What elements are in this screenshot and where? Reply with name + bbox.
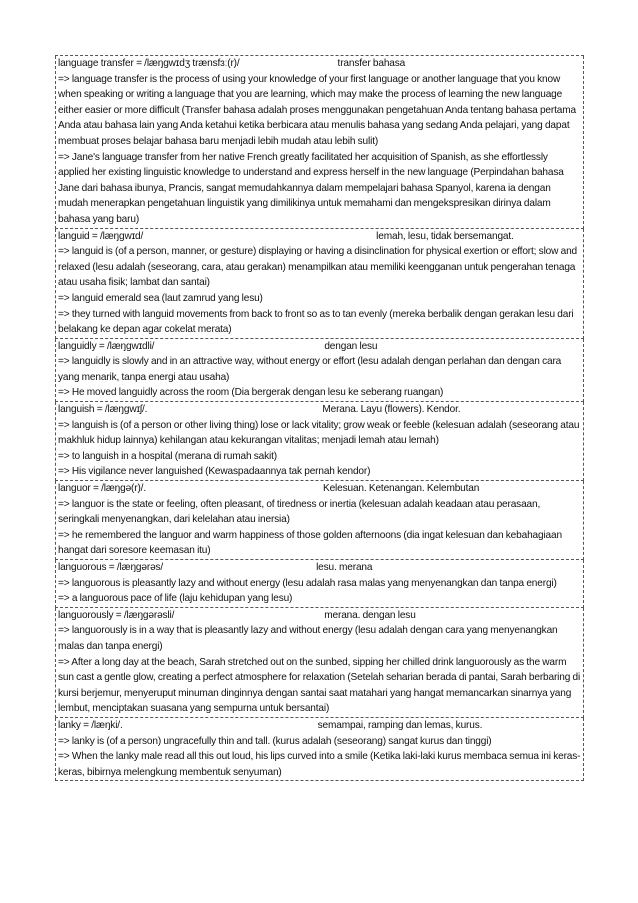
entry-example: => he remembered the languor and warm happiness of those golden afternoons (dia ingat kelesuan dan kebahagiaan hangat dari soresore keemasan itu) [58,529,562,557]
entry-heading [58,718,581,734]
entry-heading [58,560,581,576]
vocabulary-document [55,55,584,781]
entry-heading [58,481,581,497]
entry-translation: semampai, ramping dan lemas, kurus. [317,719,483,731]
entry-term: languidly = /læŋɡwɪdli/ [58,340,155,352]
entry-heading [58,608,581,624]
entry-term: languid = /læŋɡwɪd/ [58,230,144,242]
entry-translation: dengan lesu [324,340,378,352]
entry-heading [58,339,581,355]
entry-example: => languid emerald sea (laut zamrud yang lesu) [58,292,263,304]
vocabulary-entry [55,481,584,560]
entry-term: languish = /læŋɡwɪʃ/. [58,404,148,416]
vocabulary-entry [55,608,584,718]
entry-definition: => lanky is (of a person) ungracefully thin and tall. (kurus adalah (seseorang) sangat kurus dan tinggi) [58,735,492,747]
entry-example: => When the lanky male read all this out loud, his lips curved into a smile (Ketika laki-laki kurus membaca semua ini keras-keras, bibirnya melengkung membentuk senyuman) [58,751,581,778]
entry-term: languorous = /læŋɡərəs/ [58,562,164,573]
vocabulary-entry [55,402,584,481]
entry-heading [58,402,581,418]
entry-definition: => languorous is pleasantly lazy and without energy (lesu adalah rasa malas yang menyenangkan dan tanpa energi) [58,577,557,589]
vocabulary-entry [55,718,584,781]
vocabulary-entry [55,560,584,608]
entry-example: => they turned with languid movements from back to front so as to tan evenly (mereka berbalik dengan gerakan lesu dari belakang ke depan agar cokelat merata) [58,308,574,336]
entry-translation: transfer bahasa [337,58,406,69]
entry-example: => He moved languidly across the room (Dia bergerak dengan lesu ke seberang ruangan) [58,387,444,399]
vocabulary-entry [55,229,584,339]
entry-term: languorously = /læŋɡərəsli/ [58,609,175,621]
entry-definition: => language transfer is the process of using your knowledge of your first language or another language that you know when speaking or writing a language that you are learning, which may make the process of learning the new language either easier or more difficult (Transfer bahasa adalah proses menggunakan pengetahuan Anda tentang bahasa pertama Anda atau bahasa lain yang Anda ketahui ketika berbicara atau menulis bahasa yang sedang Anda pelajari, yang dapat membuat proses belajar bahasa baru menjadi lebih mudah atau lebih sulit) [58,73,576,147]
vocabulary-entry [55,56,584,229]
entry-translation: lesu. merana [316,562,373,573]
entry-term: language transfer = /læŋɡwɪdʒ trænsfɜː(r)/ [58,58,240,69]
entry-translation: lemah, lesu, tidak bersemangat. [376,230,514,242]
entry-translation: merana. dengan lesu [324,609,416,621]
entry-term: languor = /læŋɡə(r)/. [58,483,146,495]
entry-example: => to languish in a hospital (merana di rumah sakit) [58,450,277,462]
vocabulary-entry [55,339,584,402]
entry-definition: => languidly is slowly and in an attractive way, without energy or effort (lesu adalah dengan perlahan dan dengan cara yang menarik, tanpa energi atau usaha) [58,356,562,383]
entry-translation: Kelesuan. Ketenangan. Kelembutan [322,483,480,495]
entry-translation: Merana. Layu (flowers). Kendor. [322,404,461,416]
entry-example: => a languorous pace of life (laju kehidupan yang lesu) [58,593,293,605]
entry-heading [58,229,581,245]
entry-definition: => languorously is in a way that is pleasantly lazy and without energy (lesu adalah dengan cara yang menyenangkan malas dan tanpa energi) [58,625,558,652]
entry-example: => Jane's language transfer from her native French greatly facilitated her acquisition of Spanish, as she effortlessly applied her existing linguistic knowledge to understand and express herself in the new language (Perpindahan bahasa Jane dari bahasa ibunya, Prancis, sangat memudahkannya dalam mempelajari bahasa Spanyol, karena ia dengan mudah menerapkan pengetahuan linguistik yang dimilikinya untuk memahami dan mengekspresikan dirinya dalam bahasa yang baru) [58,151,564,225]
entry-definition: => languish is (of a person or other living thing) lose or lack vitality; grow weak or feeble (kelesuan adalah (seseorang atau makhluk hidup lainnya) kehilangan atau kekurangan vitalitas; menjadi lemah atau lemah) [58,419,580,447]
entry-definition: => languor is the state or feeling, often pleasant, of tiredness or inertia (kelesuan adalah keadaan atau perasaan, seringkali menyenangkan, dari kelelahan atau inersia) [58,498,541,526]
entry-example: => His vigilance never languished (Kewaspadaannya tak pernah kendor) [58,466,371,478]
entry-heading [58,56,581,72]
entry-term: lanky = /læŋki/. [58,719,123,731]
entry-example: => After a long day at the beach, Sarah stretched out on the sunbed, sipping her chilled drink languorously as the warm sun cast a gentle glow, creating a perfect atmosphere for relaxation (Setelah seharian berada di pantai, Sarah berbaring di kursi berjemur, menyeruput minuman dinginnya dengan santai saat matahari yang hangat memancarkan sinarnya yang lembut, menciptakan suasana yang sempurna untuk bersantai) [58,656,581,715]
entry-definition: => languid is (of a person, manner, or gesture) displaying or having a disinclination for physical exertion or effort; slow and relaxed (lesu adalah (seseorang, cara, atau gerakan) menampilkan atau memiliki keengganan untuk pengerahan tenaga atau usaha fisik; lambat dan santai) [58,246,578,289]
